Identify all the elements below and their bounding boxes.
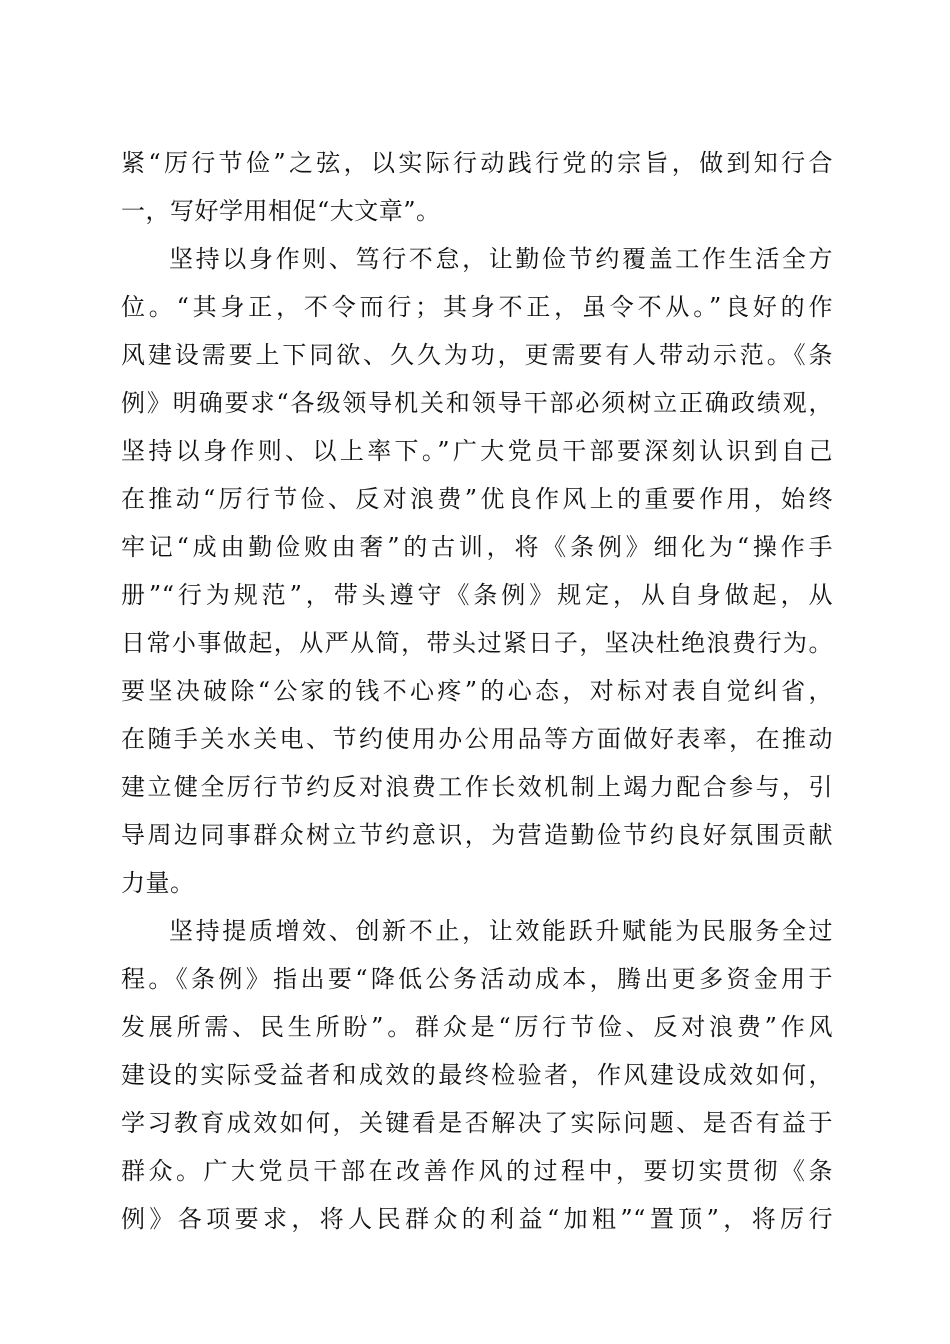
text-line: 风建设需要上下同欲、久久为功，更需要有人带动示范。《条 — [121, 341, 833, 369]
text-line: 力量。 — [121, 869, 195, 897]
text-line: 要坚决破除“公家的钱不心疼”的心态，对标对表自觉纠省， — [121, 677, 833, 705]
text-line: 坚持提质增效、创新不止，让效能跃升赋能为民服务全过 — [169, 917, 833, 945]
text-line: 牢记“成由勤俭败由奢”的古训，将《条例》细化为“操作手 — [121, 533, 833, 561]
text-line: 例》各项要求，将人民群众的利益“加粗”“置顶”，将厉行 — [121, 1205, 833, 1233]
text-line: 一，写好学用相促“大文章”。 — [121, 197, 441, 225]
text-line: 册”“行为规范”，带头遵守《条例》规定，从自身做起，从 — [121, 581, 833, 609]
text-line: 坚持以身作则、笃行不怠，让勤俭节约覆盖工作生活全方 — [169, 245, 833, 273]
text-line: 在推动“厉行节俭、反对浪费”优良作风上的重要作用，始终 — [121, 485, 833, 513]
text-line: 坚持以身作则、以上率下。”广大党员干部要深刻认识到自己 — [121, 437, 833, 465]
text-line: 学习教育成效如何，关键看是否解决了实际问题、是否有益于 — [121, 1109, 833, 1137]
text-line: 导周边同事群众树立节约意识，为营造勤俭节约良好氛围贡献 — [121, 821, 833, 849]
text-line: 建设的实际受益者和成效的最终检验者，作风建设成效如何， — [121, 1061, 833, 1089]
text-line: 发展所需、民生所盼”。群众是“厉行节俭、反对浪费”作风 — [121, 1013, 833, 1041]
text-line: 日常小事做起，从严从简，带头过紧日子，坚决杜绝浪费行为。 — [121, 629, 833, 657]
text-line: 群众。广大党员干部在改善作风的过程中，要切实贯彻《条 — [121, 1157, 833, 1185]
text-line: 例》明确要求“各级领导机关和领导干部必须树立正确政绩观， — [121, 389, 833, 417]
text-line: 程。《条例》指出要“降低公务活动成本，腾出更多资金用于 — [121, 965, 833, 993]
text-line: 紧“厉行节俭”之弦，以实际行动践行党的宗旨，做到知行合 — [121, 149, 833, 177]
text-line: 在随手关水关电、节约使用办公用品等方面做好表率，在推动 — [121, 725, 833, 753]
text-line: 位。“其身正，不令而行；其身不正，虽令不从。”良好的作 — [121, 293, 833, 321]
text-line: 建立健全厉行节约反对浪费工作长效机制上竭力配合参与，引 — [121, 773, 833, 801]
